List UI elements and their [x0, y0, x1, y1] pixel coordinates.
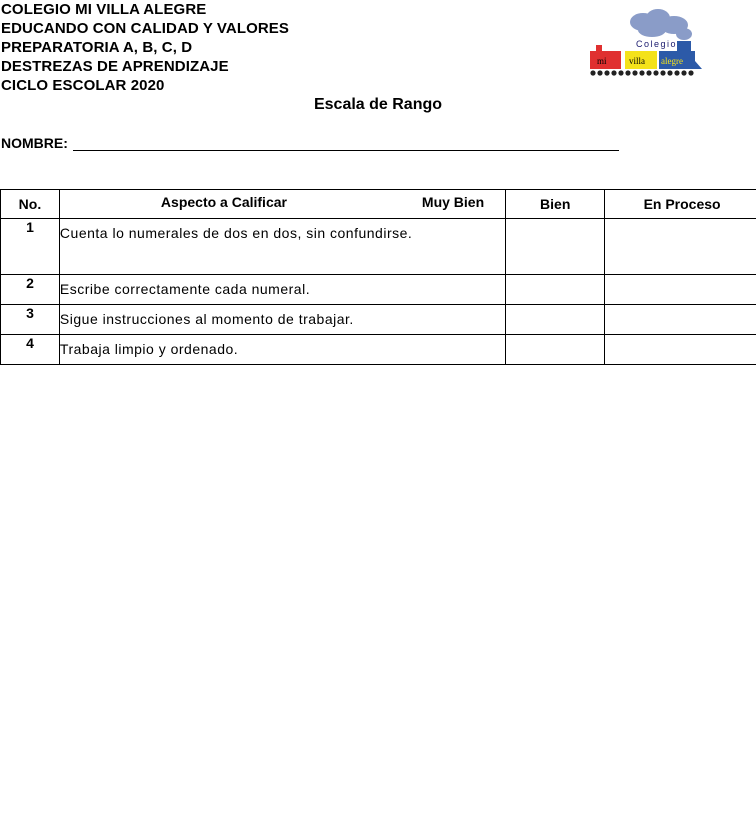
cow-catcher-shape — [695, 61, 702, 69]
header-no: No. — [1, 190, 60, 219]
row-aspect-text: Cuenta lo numerales de dos en dos, sin confundirse. — [59, 219, 505, 275]
table-header-row — [1, 190, 756, 219]
name-label: NOMBRE: — [1, 135, 68, 151]
train-cab-shape — [677, 41, 691, 52]
header-muy-bien: Muy Bien — [421, 194, 485, 210]
header-bien: Bien — [506, 190, 605, 219]
rating-cell-en-proceso[interactable] — [605, 305, 756, 335]
name-field-row — [1, 135, 619, 151]
row-number: 4 — [1, 335, 60, 365]
logo-car1-text: mi — [597, 56, 607, 66]
rating-cell-en-proceso[interactable] — [605, 335, 756, 365]
header-en-proceso: En Proceso — [605, 190, 756, 219]
rating-scale-table — [0, 189, 756, 365]
table-row — [1, 335, 756, 365]
name-blank-line[interactable] — [73, 136, 619, 151]
grade-sections: PREPARATORIA A, B, C, D — [1, 39, 193, 56]
school-train-logo — [588, 8, 704, 78]
wheels-icon — [590, 70, 693, 75]
school-motto: EDUCANDO CON CALIDAD Y VALORES — [1, 20, 290, 37]
row-number: 3 — [1, 305, 60, 335]
table-row — [1, 219, 756, 275]
subject-area: DESTREZAS DE APRENDIZAJE — [1, 58, 229, 75]
page-title: Escala de Rango — [313, 96, 443, 113]
rating-cell-en-proceso[interactable] — [605, 219, 756, 275]
rating-cell-bien[interactable] — [506, 305, 605, 335]
rating-cell-en-proceso[interactable] — [605, 275, 756, 305]
header-aspect-cell — [59, 190, 505, 219]
table-row — [1, 275, 756, 305]
rating-cell-bien[interactable] — [506, 335, 605, 365]
table-row — [1, 305, 756, 335]
row-aspect-text: Trabaja limpio y ordenado. — [59, 335, 505, 365]
school-name: COLEGIO MI VILLA ALEGRE — [1, 1, 207, 18]
row-number: 2 — [1, 275, 60, 305]
chimney-shape — [596, 45, 602, 52]
row-number: 1 — [1, 219, 60, 275]
rating-cell-bien[interactable] — [506, 219, 605, 275]
row-aspect-text: Escribe correctamente cada numeral. — [59, 275, 505, 305]
school-year: CICLO ESCOLAR 2020 — [1, 77, 165, 94]
cloud-icon — [630, 9, 692, 40]
header-aspect: Aspecto a Calificar — [160, 194, 287, 210]
logo-top-text: Colegio — [636, 39, 678, 49]
logo-car3-text: alegre — [661, 56, 683, 66]
logo-car2-text: villa — [629, 56, 645, 66]
rating-cell-bien[interactable] — [506, 275, 605, 305]
row-aspect-text: Sigue instrucciones al momento de trabajar. — [59, 305, 505, 335]
school-header — [1, 0, 289, 95]
